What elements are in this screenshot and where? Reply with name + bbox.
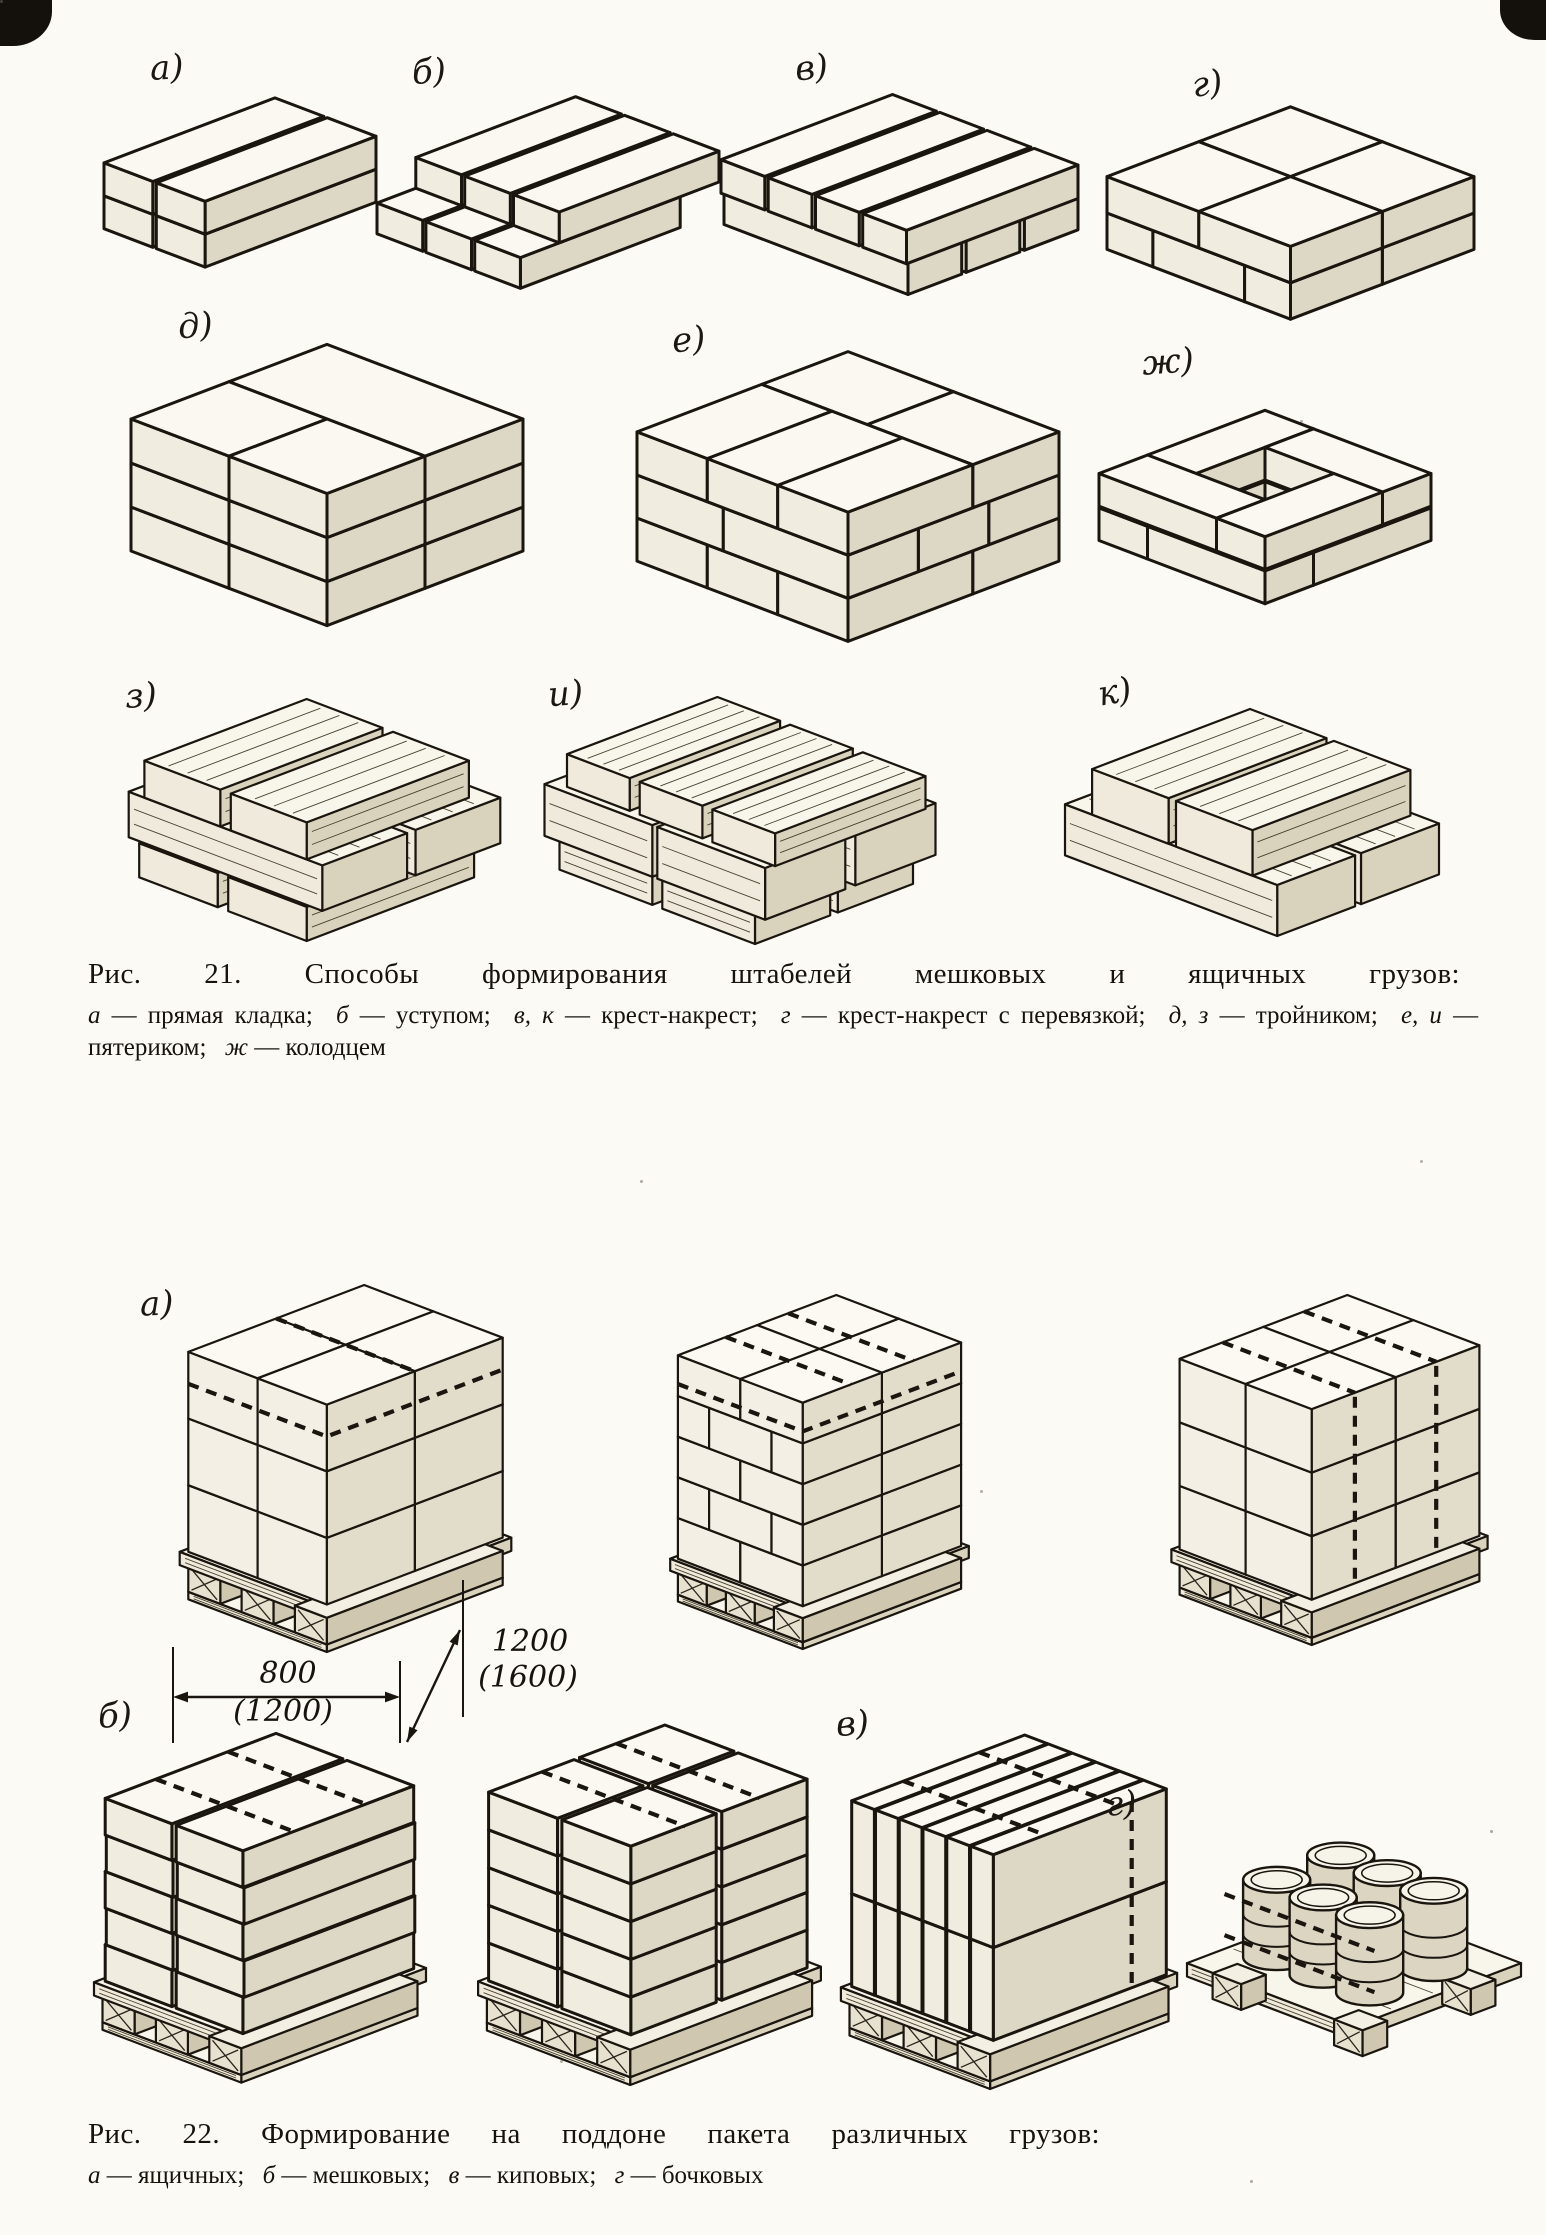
fig21-drawing-a-straight-stack <box>95 75 385 290</box>
fig21-drawing-b-stepped-stack <box>368 80 728 305</box>
scan-noise <box>0 0 3 3</box>
fig22-pallet-boxes-brick <box>652 1286 987 1658</box>
fig21-label-a: а) <box>148 47 185 89</box>
fig22-pallet-bales <box>828 1726 1190 2098</box>
fig22-label-g: г) <box>1105 1783 1138 1825</box>
fig22-pallet-sacks-long <box>85 1722 435 2094</box>
fig21-label-b: б) <box>410 50 448 94</box>
fig21-legend-item: в, к — крест-накрест; <box>513 1002 758 1029</box>
fig21-drawing-d-triple-stack <box>122 320 532 650</box>
fig22-caption-title: Рис. 22. Формирование на поддоне пакета различных грузов: <box>88 2118 1100 2150</box>
scan-artifact-top-left <box>0 0 52 46</box>
fig22-pallet-sacks-cross <box>452 1716 847 2094</box>
fig21-label-z: з) <box>123 675 158 717</box>
fig22-legend-item: а — ящичных; <box>88 2162 245 2189</box>
fig21-label-e: е) <box>670 318 708 362</box>
fig21-drawing-zh-well-stack <box>1090 382 1440 632</box>
fig21-legend-item: а — прямая кладка; <box>88 1002 313 1029</box>
fig21-legend-item: ж — колодцем <box>224 1034 386 1061</box>
fig22-label-a: а) <box>139 1283 175 1325</box>
scan-artifact-top-right <box>1500 0 1546 40</box>
fig21-caption-title: Рис. 21. Способы формирования штабелей мешковых и ящичных грузов: <box>88 958 1460 990</box>
dim-width-value: 800 <box>259 1656 317 1691</box>
fig22-pallet-boxes-strapped <box>1162 1286 1497 1654</box>
dim-arrowhead-left <box>173 1692 188 1703</box>
fig21-label-zh: ж) <box>1140 340 1196 384</box>
fig22-legend-item: в — киповых; <box>448 2162 597 2189</box>
fig21-legend-item: б — уступом; <box>335 1002 491 1029</box>
fig21-label-d: д) <box>176 304 215 348</box>
fig22-pallet-barrels <box>1178 1812 1530 2084</box>
fig21-caption-legend <box>88 1000 1478 1064</box>
fig22-legend-item: г — бочковых <box>614 2162 764 2189</box>
fig21-label-v: в) <box>793 46 831 90</box>
dim-arrowhead-right <box>385 1692 400 1703</box>
fig21-label-g: г) <box>1189 62 1226 106</box>
fig22-label-b: б) <box>96 1695 134 1737</box>
fig21-drawing-e-quintuple-stack <box>628 334 1068 659</box>
fig21-drawing-i-box-quintuple-stack <box>500 688 980 953</box>
fig21-drawing-v-crosswise-stack <box>712 72 1087 317</box>
fig21-legend-item: г — крест-накрест с перевязкой; <box>780 1002 1146 1029</box>
fig21-label-k: к) <box>1094 669 1135 715</box>
dim-depth-value: 1200 <box>491 1624 569 1659</box>
fig22-legend-item: б — мешковых; <box>262 2162 431 2189</box>
fig21-legend-item: е, и — пятериком; <box>88 1002 1479 1061</box>
fig21-drawing-k-box-crosswise-stack <box>1052 700 1452 945</box>
fig21-legend-item: д, з — тройником; <box>1168 1002 1378 1029</box>
dim-arrowhead-depth-top <box>450 1630 461 1646</box>
dim-depth-alt: (1600) <box>478 1660 578 1695</box>
fig22-caption-legend <box>88 2160 1088 2192</box>
fig21-drawing-g-crosswise-bonded-stack <box>1098 88 1483 338</box>
fig21-label-i: и) <box>546 672 585 716</box>
fig22-label-v: в) <box>834 1702 871 1746</box>
dim-width-alt: (1200) <box>233 1694 333 1729</box>
fig21-drawing-z-box-triple-stack <box>112 690 517 950</box>
